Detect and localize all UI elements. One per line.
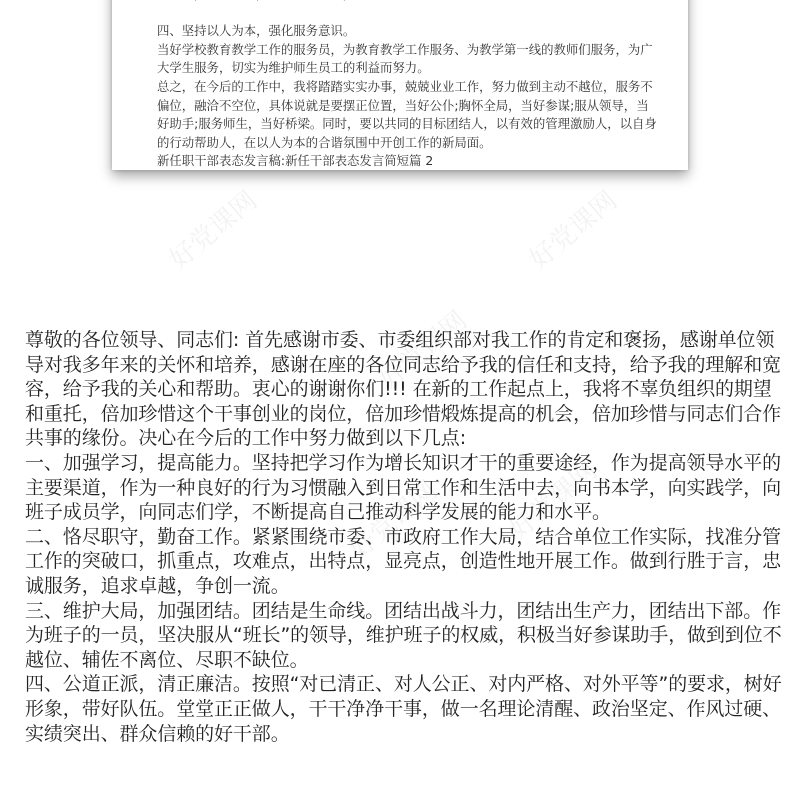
text-line: 尊敬的各位领导、同志们: 首先感谢市委、市委组织部对我工作的肯定和褒扬，感谢单位领 [25,329,775,351]
text-line: 大学生服务，切实为维护师生员工的利益而努力。 [157,60,430,76]
document-preview-card [112,0,688,170]
text-line: 实绩突出、群众信赖的好干部。 [25,722,290,745]
preview-text [157,0,667,171]
text-line [157,4,667,23]
watermark: 好党课网 [524,185,624,276]
text-line: 班子成员学，向同志们学，不断提高自己推动科学发展的能力和水平。 [25,501,611,524]
text-line: 工作的突破口，抓重点，攻难点，出特点，显亮点，创造性地开展工作。做到行胜于言，忠 [25,550,782,573]
text-line: 偏位，融洽不空位，具体说就是要摆正位置，当好公仆;胸怀全局，当好参谋;服从领导，当 [157,97,649,113]
text-line: 二、恪尽职守，勤奋工作。紧紧围绕市委、市政府工作大局，结合单位工作实际，找准分管 [25,525,782,548]
text-line: 一、加强学习，提高能力。坚持把学习作为增长知识才干的重要途经，作为提高领导水平的 [25,451,782,474]
watermark: 好党课网 [344,475,444,566]
watermark: 好党课网 [164,185,264,276]
text-line: 共事的缘份。决心在今后的工作中努力做到以下几点: [25,427,467,450]
watermark: 好党课网 [374,305,474,396]
text-line: 总之，在今后的工作中，我将踏踏实实办事，兢兢业业工作，努力做到主动不越位，服务不 [157,78,653,94]
text-line: 诚服务，追求卓越，争创一流。 [25,574,290,597]
watermark: 好党课网 [504,455,604,546]
text-line: 三、维护大局，加强团结。团结是生命线。团结出战斗力，团结出生产力，团结出下部。作 [25,599,782,622]
document-body [25,328,785,746]
text-line: 越位、辅佐不离位、尽职不缺位。 [25,648,309,671]
text-line: 当好学校教育教学工作的服务员，为教育教学工作服务、为教学第一线的教师们服务，为广 [157,41,653,57]
text-line: 新任职干部表态发言稿:新任干部表态发言简短篇 2 [157,153,434,169]
text-line: 的行动帮助人，在以人为本的合谐氛围中开创工作的新局面。 [157,134,492,150]
text-line: 四、坚持以人为本，强化服务意识。 [157,23,356,39]
text-line: 四、公道正派，清正廉洁。按照“对已清正、对人公正、对内严格、对外平等”的要求，树好 [25,673,782,696]
text-line: 导对我多年来的关怀和培养，感谢在座的各位同志给予我的信任和支持，给予我的理解和宽 [25,353,782,376]
text-line: 好助手;服务师生，当好桥梁。同时，要以共同的目标团结人，以有效的管理激励人，以自身 [157,116,657,132]
text-line: 形象，带好队伍。堂堂正正做人，干干净净干事，做一名理论清醒、政治坚定、作风过硬、 [25,697,782,720]
text-line: 容，给予我的关心和帮助。衷心的谢谢你们!!! 在新的工作起点上，我将不辜负组织的期望 [25,378,772,401]
text-line: 主要渠道，作为一种良好的行为习惯融入到日常工作和生活中去，向书本学，向实践学，向 [25,476,782,499]
text-line: 为班子的一员，坚决服从“班长”的领导，维护班子的权威，积极当好参谋助手，做到到位不 [25,624,782,647]
text-line: 和重托，倍加珍惜这个干事创业的岗位，倍加珍惜煅炼提高的机会，倍加珍惜与同志们合作 [25,402,782,425]
